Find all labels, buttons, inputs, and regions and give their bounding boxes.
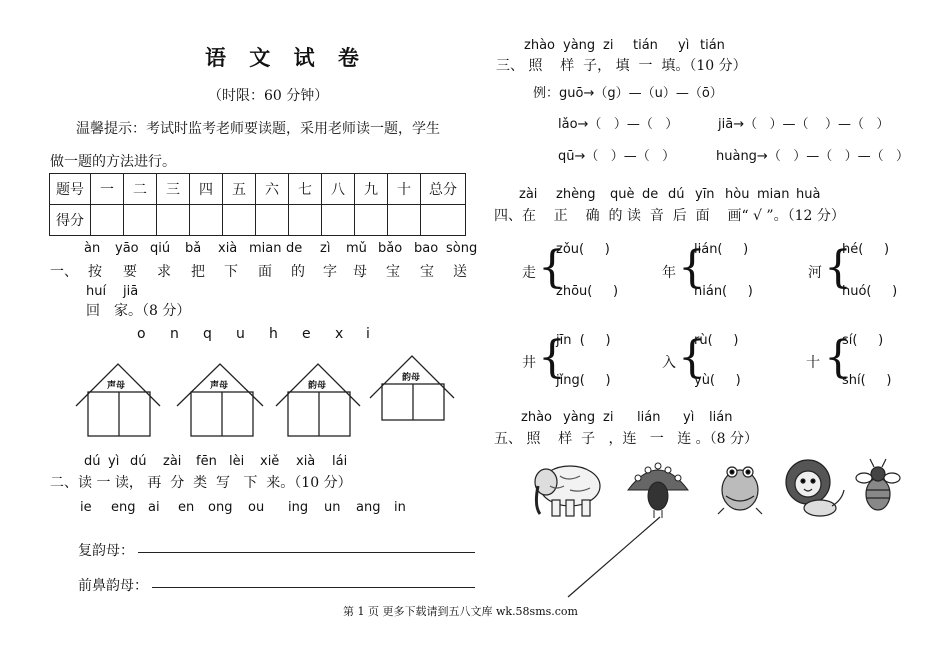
pinyin: dú: [130, 454, 147, 469]
q3-row1-right: jiā→（ ）—（ ）—（ ）: [718, 117, 890, 132]
house-label: 声母: [107, 381, 126, 391]
letter[interactable]: i: [366, 326, 370, 342]
q3-text: 三、 照 样 子， 填 一 填。（10 分）: [496, 58, 747, 74]
pinyin: yì: [678, 38, 690, 53]
final: ing: [288, 500, 309, 515]
q5-text: 五、 照 样 子 ，连 一 连 。（8 分）: [494, 431, 759, 447]
brace-icon: {: [538, 332, 566, 383]
q4-option[interactable]: yù( ): [694, 373, 741, 388]
lion-icon[interactable]: [786, 460, 844, 516]
q4-option[interactable]: sí( ): [842, 333, 884, 348]
q4-option[interactable]: lián( ): [694, 242, 749, 257]
pinyin: yì: [683, 410, 695, 425]
q3-row1-left: lǎo→（ ）—（ ）: [558, 117, 679, 132]
char: 宝: [420, 264, 434, 280]
final: ou: [248, 500, 265, 515]
char: 送: [453, 264, 467, 280]
pinyin: zhào: [521, 410, 552, 425]
score-header-cell: 九: [355, 174, 388, 205]
q4-option[interactable]: hé( ): [842, 242, 890, 257]
letter[interactable]: o: [137, 326, 146, 342]
score-table-header-row: [50, 174, 466, 205]
char: 把: [191, 264, 205, 280]
pinyin: lèi: [229, 454, 245, 469]
pinyin: dú: [668, 187, 685, 202]
connection-line[interactable]: [560, 515, 670, 605]
final: un: [324, 500, 341, 515]
q4-char: 十: [806, 355, 820, 371]
pinyin: yàng: [563, 410, 596, 425]
letter[interactable]: e: [302, 326, 311, 342]
score-header-cell: 二: [124, 174, 157, 205]
pinyin: lián: [637, 410, 661, 425]
houses-drawing: [70, 350, 490, 440]
pinyin: mian: [757, 187, 790, 202]
score-input-cell[interactable]: [223, 205, 256, 236]
pinyin: tián: [633, 38, 658, 53]
pinyin: hòu: [725, 187, 750, 202]
house-icon: [370, 356, 454, 420]
q4-option[interactable]: zǒu( ): [556, 242, 610, 257]
pinyin: yàng: [563, 38, 596, 53]
pinyin: de: [642, 187, 659, 202]
final: ang: [356, 500, 381, 515]
score-input-cell[interactable]: [322, 205, 355, 236]
pinyin: dú: [84, 454, 101, 469]
fill-label-compound-finals: 复韵母：: [78, 543, 134, 559]
pinyin: àn: [84, 241, 101, 256]
score-input-cell[interactable]: [157, 205, 190, 236]
pinyin: zài: [519, 187, 538, 202]
final: ong: [208, 500, 233, 515]
q4-char: 井: [522, 355, 536, 371]
tip-line-1: 温馨提示：考试时监考老师要读题，采用老师读一题，学生: [76, 121, 440, 137]
score-row-label: 得分: [50, 205, 91, 236]
house-label: 韵母: [402, 373, 421, 383]
pinyin: sòng: [446, 241, 478, 256]
char: 字: [323, 264, 337, 280]
q2-text: 二、读 一 读， 再 分 类 写 下 来。（10 分）: [50, 475, 352, 491]
brace-icon: {: [678, 242, 706, 293]
pinyin: zhèng: [556, 187, 596, 202]
score-input-cell[interactable]: [289, 205, 322, 236]
frog-icon[interactable]: [718, 467, 762, 514]
q4-char: 走: [522, 265, 536, 281]
q1-text-line2: 回 家。（8 分）: [86, 303, 191, 319]
pinyin: zì: [320, 241, 331, 256]
score-table-score-row: [50, 205, 466, 236]
pinyin: lái: [332, 454, 348, 469]
score-header-cell: 五: [223, 174, 256, 205]
score-input-cell[interactable]: [388, 205, 421, 236]
pinyin: xià: [218, 241, 238, 256]
score-header-cell: 总分: [421, 174, 466, 205]
q4-option[interactable]: jīn ( ): [556, 333, 611, 348]
letter[interactable]: n: [170, 326, 179, 342]
house-icon: [276, 364, 360, 436]
brace-icon: {: [824, 242, 852, 293]
pinyin: bǎ: [185, 241, 202, 256]
fill-label-front-nasal-finals: 前鼻韵母：: [78, 578, 148, 594]
char: 求: [157, 264, 171, 280]
pinyin: de: [286, 241, 303, 256]
answer-line[interactable]: [138, 552, 475, 553]
page-title: 语 文 试 卷: [205, 45, 367, 70]
pinyin: lián: [709, 410, 733, 425]
brace-icon: {: [678, 332, 706, 383]
q4-option[interactable]: huó( ): [842, 284, 898, 299]
q4-char: 河: [808, 265, 822, 281]
q4-option[interactable]: rù( ): [694, 333, 739, 348]
q3-example: 例：guō→（g）—（u）—（ō）: [533, 86, 723, 101]
final: ai: [148, 500, 160, 515]
char: 面: [258, 264, 272, 280]
score-input-cell[interactable]: [256, 205, 289, 236]
pinyin: xiě: [260, 454, 280, 469]
char: 的: [291, 264, 305, 280]
char: 宝: [386, 264, 400, 280]
pinyin: bao: [414, 241, 439, 256]
final: ie: [80, 500, 92, 515]
q3-row2-left: qū→（ ）—（ ）: [558, 149, 676, 164]
score-table: [49, 173, 466, 236]
q4-text: 四、在 正 确 的 读 音 后 面 画“ √ ”。（12 分）: [494, 208, 845, 224]
score-input-cell[interactable]: [421, 205, 466, 236]
pinyin: yì: [108, 454, 120, 469]
pinyin: tián: [700, 38, 725, 53]
house-label: 声母: [210, 381, 229, 391]
pinyin: xià: [296, 454, 316, 469]
q4-char: 年: [662, 265, 676, 281]
pinyin: zài: [163, 454, 182, 469]
letter[interactable]: q: [203, 326, 212, 342]
score-header-cell: 八: [322, 174, 355, 205]
score-header-cell: 六: [256, 174, 289, 205]
char: 按: [88, 264, 102, 280]
score-input-cell[interactable]: [91, 205, 124, 236]
letter[interactable]: h: [269, 326, 278, 342]
time-limit: （时限：60 分钟）: [208, 88, 329, 104]
final: eng: [111, 500, 136, 515]
score-input-cell[interactable]: [124, 205, 157, 236]
final: en: [178, 500, 195, 515]
pinyin: zhào: [524, 38, 555, 53]
score-header-cell: 四: [190, 174, 223, 205]
question-number: 一、: [50, 264, 78, 280]
bee-icon[interactable]: [856, 459, 900, 510]
final: in: [394, 500, 406, 515]
q3-row2-right: huàng→（ ）—（ ）—（ ）: [716, 149, 910, 164]
elephant-icon[interactable]: [535, 466, 600, 516]
house-icon: [76, 364, 160, 436]
q4-option[interactable]: jǐng( ): [556, 373, 611, 388]
q4-option[interactable]: shí( ): [842, 373, 892, 388]
pinyin: mian: [249, 241, 282, 256]
pinyin: bǎo: [378, 241, 403, 256]
peacock-icon[interactable]: [628, 463, 688, 518]
score-header-cell: 一: [91, 174, 124, 205]
score-header-cell: 十: [388, 174, 421, 205]
score-header-cell: 七: [289, 174, 322, 205]
letter[interactable]: u: [236, 326, 245, 342]
pinyin: yīn: [695, 187, 715, 202]
pinyin: huí: [86, 284, 107, 299]
char: 母: [353, 264, 367, 280]
brace-icon: {: [824, 332, 852, 383]
score-input-cell[interactable]: [355, 205, 388, 236]
brace-icon: {: [538, 242, 566, 293]
house-icon: [177, 364, 263, 436]
page-footer: 第 1 页 更多下载请到五八文库 wk.58sms.com: [343, 605, 578, 618]
pinyin: zi: [603, 38, 614, 53]
score-header-cell: 三: [157, 174, 190, 205]
score-header-cell: 题号: [50, 174, 91, 205]
char: 要: [123, 264, 137, 280]
answer-line[interactable]: [152, 587, 475, 588]
q4-option[interactable]: nián( ): [694, 284, 753, 299]
score-input-cell[interactable]: [190, 205, 223, 236]
pinyin: zi: [603, 410, 614, 425]
q4-char: 入: [662, 355, 676, 371]
pinyin: yāo: [115, 241, 139, 256]
pinyin: qiú: [150, 241, 171, 256]
pinyin: què: [610, 187, 635, 202]
pinyin: jiā: [123, 284, 139, 299]
pinyin: mǔ: [346, 241, 367, 256]
letter[interactable]: x: [335, 326, 344, 342]
pinyin: fēn: [196, 454, 217, 469]
pinyin: huà: [796, 187, 821, 202]
char: 下: [224, 264, 238, 280]
tip-line-2: 做一题的方法进行。: [50, 154, 176, 170]
q4-option[interactable]: zhōu( ): [556, 284, 619, 299]
house-label: 韵母: [308, 381, 327, 391]
